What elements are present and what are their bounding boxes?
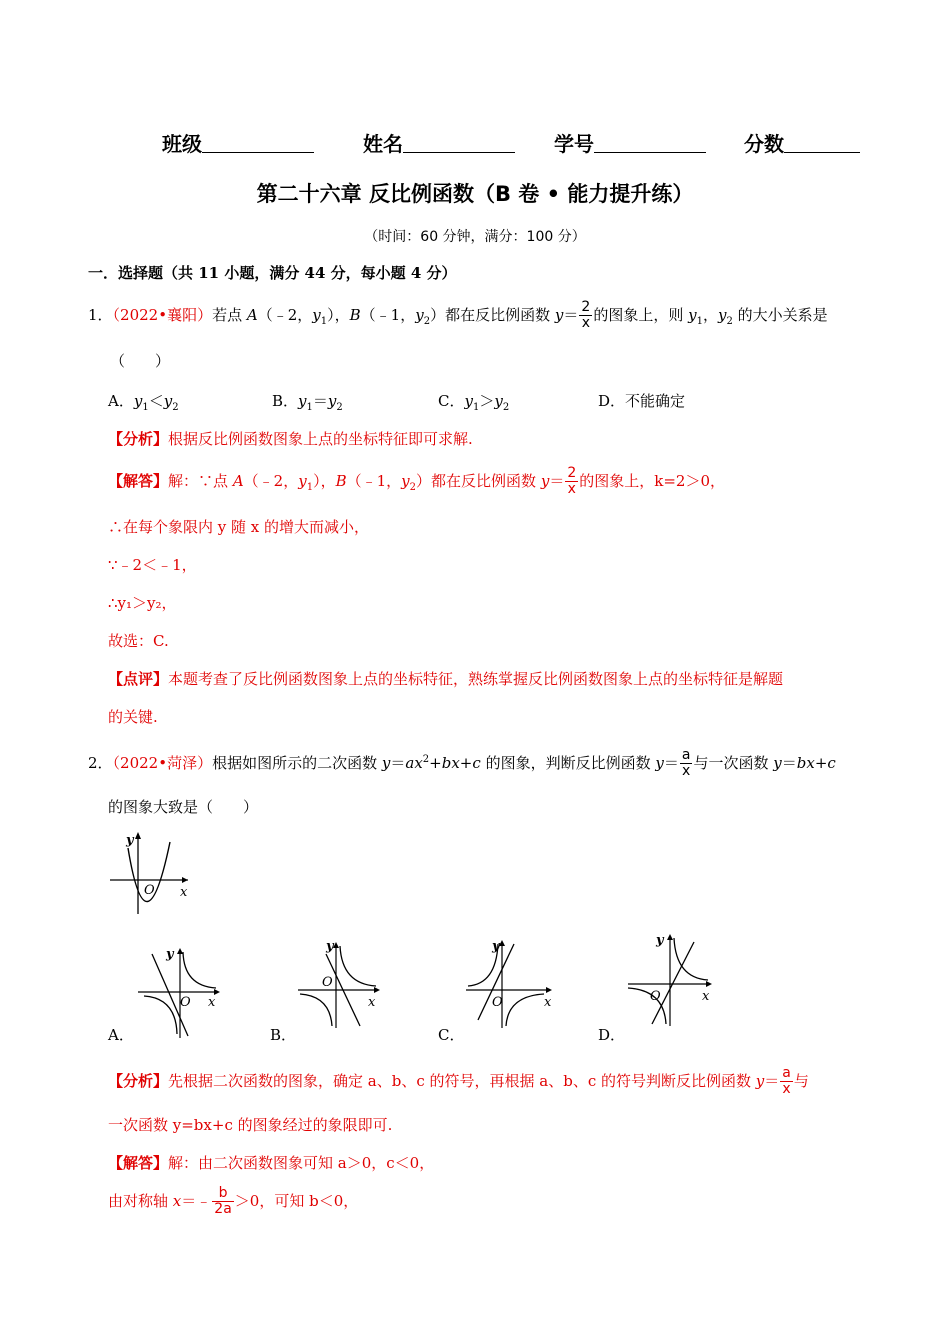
- q2-solution-line2: 由对称轴 x＝﹣ $\frac{b}{2a}$ ＞0，可知 b＜0，: [108, 1185, 359, 1218]
- svg-text:O: O: [180, 995, 191, 1010]
- q2-analysis: 【分析】先根据二次函数的图象，确定 a、b、c 的符号，再根据 a、b、c 的符号判断反比例函数 y＝ $\frac{a}{x}$ 与: [108, 1065, 809, 1098]
- exam-time-info: （时间：60 分钟，满分：100 分）: [364, 229, 586, 245]
- svg-text:O: O: [650, 989, 661, 1004]
- q2-analysis-line2: 一次函数 y=bx+c 的图象经过的象限即可.: [108, 1116, 393, 1134]
- page-title: 第二十六章 反比例函数（B 卷 • 能力提升练）: [256, 182, 694, 206]
- name-blank[interactable]: [403, 132, 515, 153]
- q2-option-d-graph: [624, 928, 720, 1028]
- svg-text:O: O: [322, 975, 333, 990]
- class-blank[interactable]: [202, 132, 314, 153]
- fraction-2-over-x: $\frac{2}{x}$: [567, 465, 577, 498]
- svg-text:y: y: [166, 947, 174, 962]
- q1-solution-line4: ∴y₁＞y₂，: [108, 594, 177, 612]
- name-field: 姓名: [363, 128, 515, 157]
- q2-solution-line1: 【解答】解：由二次函数图象可知 a＞0，c＜0，: [108, 1154, 435, 1172]
- q2-option-d[interactable]: D．: [598, 1026, 626, 1044]
- fraction-b-over-2a: $\frac{b}{2a}$: [214, 1185, 232, 1218]
- q1-review: 【点评】本题考查了反比例函数图象上点的坐标特征，熟练掌握反比例函数图象上点的坐标特征是解题: [108, 670, 784, 688]
- svg-text:x: x: [544, 995, 552, 1010]
- q2-stem: 2．（2022•菏泽）根据如图所示的二次函数 $y=ax^2+bx+c$ 的图象，判断反比例函数 y＝ $\frac{a}{x}$ 与一次函数 y＝bx+c: [88, 747, 836, 780]
- fraction-a-over-x: $\frac{a}{x}$: [782, 1065, 791, 1098]
- student-id-field: 学号: [554, 128, 706, 157]
- q2-option-c[interactable]: C．: [438, 1026, 465, 1044]
- q2-stem-line2: 的图象大致是（ ）: [108, 798, 259, 816]
- svg-text:x: x: [180, 885, 188, 900]
- svg-text:y: y: [326, 939, 334, 954]
- svg-text:x: x: [208, 995, 216, 1010]
- q1-solution-line1: 【解答】解：∵点 A（﹣2，$y_1$），B（﹣1，$y_2$）都在反比例函数 y＝ $\frac{2}{x}$ 的图象上，k=2＞0，: [108, 465, 726, 498]
- svg-text:y: y: [492, 939, 500, 954]
- q1-option-b[interactable]: B．$y_1=y_2$: [272, 392, 343, 413]
- fraction-2-over-x: $\frac{2}{x}$: [581, 299, 591, 332]
- q1-solution-line2: ∴在每个象限内 y 随 x 的增大而减小，: [108, 518, 370, 536]
- q1-option-c[interactable]: C．$y_1>y_2$: [438, 392, 510, 413]
- q1-solution-line5: 故选：C.: [108, 632, 169, 650]
- q2-option-a[interactable]: A．: [108, 1026, 134, 1044]
- score-field: 分数: [744, 128, 860, 157]
- svg-text:x: x: [368, 995, 376, 1010]
- q2-option-c-graph: [462, 934, 558, 1030]
- q1-source: （2022•襄阳）: [112, 305, 213, 324]
- fraction-a-over-x: $\frac{a}{x}$: [681, 747, 691, 780]
- q1-option-d[interactable]: D．不能确定: [598, 392, 686, 410]
- svg-text:O: O: [492, 995, 503, 1010]
- class-field: 班级: [162, 128, 314, 157]
- q2-option-b-graph: [296, 934, 386, 1030]
- svg-text:x: x: [702, 989, 710, 1004]
- parabola-graph: [106, 828, 196, 918]
- q2-option-a-graph: [136, 944, 226, 1040]
- q1-analysis: 【分析】根据反比例函数图象上点的坐标特征即可求解.: [108, 430, 473, 448]
- score-blank[interactable]: [784, 132, 860, 153]
- q2-option-b[interactable]: B．: [270, 1026, 297, 1044]
- section-heading: 一．选择题（共 11 小题，满分 44 分，每小题 4 分）: [88, 264, 457, 282]
- q1-review-line2: 的关键.: [108, 708, 158, 726]
- q1-answer-paren: （ ）: [110, 352, 171, 370]
- q1-option-a[interactable]: A．$y_1<y_2$: [108, 392, 179, 413]
- id-blank[interactable]: [594, 132, 706, 153]
- q2-source: （2022•菏泽）: [112, 753, 213, 772]
- q1-solution-line3: ∵﹣2＜﹣1，: [108, 556, 197, 574]
- svg-text:O: O: [144, 883, 155, 898]
- svg-text:y: y: [656, 933, 664, 948]
- q1-stem: 1．（2022•襄阳）若点 A（﹣2，$y_1$），B（﹣1，$y_2$）都在反比例函数 y＝ $\frac{2}{x}$ 的图象上，则 $y_1$，$y_2$ 的大小关系是: [88, 299, 828, 332]
- svg-text:y: y: [126, 833, 134, 848]
